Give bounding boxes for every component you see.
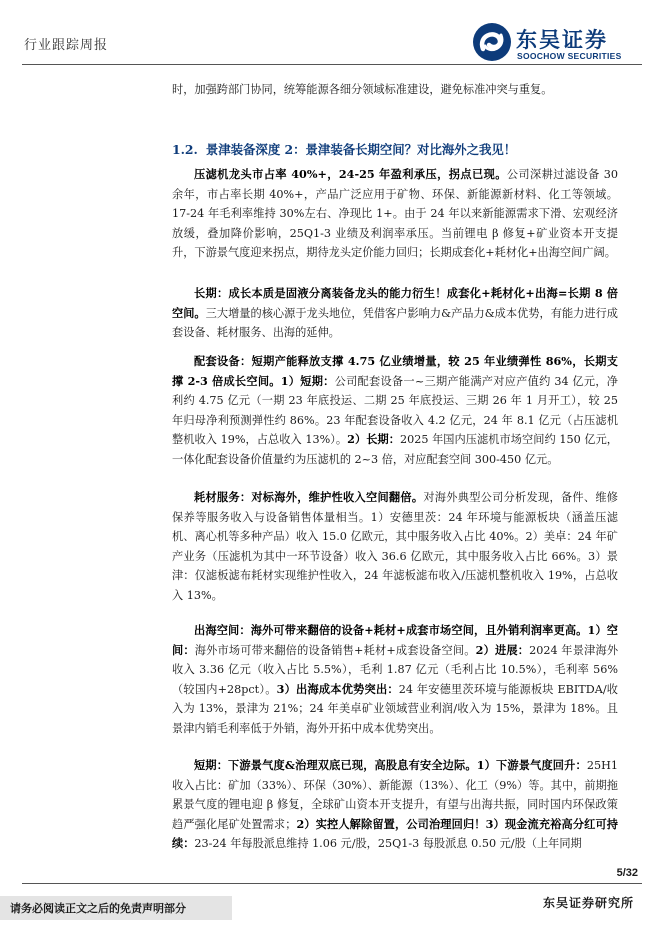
intro-line: 时，加强跨部门协同，统筹能源各细分领域标准建设，避免标准冲突与重复。 — [172, 83, 553, 96]
paragraph-short-term — [172, 756, 618, 854]
paragraph-text: 三大增量的核心源于龙头地位，凭借客户影响力&产品力&成本优势，有能力进行成套设备、耗材服务、出海的延伸。 — [172, 306, 618, 340]
point-text: 25H1 收入占比：矿加（33%）、环保（30%）、新能源（13%）、化工（9%）等。其中，前期拖累景气度的锂电迎 β 修复，全球矿山资本开支提升，有望与出海共振，同时国内环保政策趋严强化尾矿处置需求； — [172, 759, 618, 831]
paragraph-text: 对海外典型公司分析发现，备件、维修保养等服务收入与设备销售体量相当。1）安德里茨：24 年环境与能源板块（涵盖压滤机、离心机等多种产品）收入 15.0 亿欧元，其中服务收入占比 40%。2）美卓：24 年矿产业务（压滤机为其中一环节设备）收入 36.6 亿欧元，其中服务收入占比 66%。3）景津：仅滤板滤布耗材实现维护性收入，24 年滤板滤布收入/压滤机整机收入 19%，占总收入 13%。 — [172, 491, 618, 602]
point-text: 23-24 年每股派息维持 1.06 元/股，25Q1-3 每股派息 0.50 元/股（上年同期 — [194, 837, 582, 851]
brand-logo — [472, 22, 644, 66]
point-label: 3）现金流充裕高分红可持续： — [172, 816, 618, 851]
paragraph-lead: 出海空间：海外可带来翻倍的设备+耗材+成套市场空间，且外销利润率更高。 — [194, 623, 588, 637]
section-number: 1.2. — [172, 142, 198, 157]
point-label: 1）空间： — [172, 623, 618, 657]
paragraph-lead: 配套设备：短期产能释放支撑 4.75 亿业绩增量，较 25 年业绩弹性 86%，长期支撑 2-3 倍成长空间。 — [172, 354, 618, 388]
point-label: 2）实控人解除留置，公司治理回归！ — [296, 816, 486, 831]
brand-mark-icon — [472, 22, 512, 62]
point-text: 公司配套设备一~三期产能满产对应产值约 34 亿元，净利约 4.75 亿元（一期 23 年底投运、二期 25 年底投运、三期 26 年 1 月开工），较 25 年归母净利预测弹性约 86%。23 年配套设备收入 4.2 亿元，24 年 8.1 亿元（占压滤机整机收入 19%，占总收入 13%）。 — [172, 374, 618, 447]
page-number: 5/32 — [616, 867, 638, 879]
brand-name-en: SOOCHOW SECURITIES — [517, 51, 622, 61]
paragraph-lead: 短期：下游景气度&治理双底已现，高股息有安全边际。 — [194, 758, 477, 772]
header-divider — [22, 64, 642, 65]
point-label: 2）进展： — [475, 642, 530, 657]
point-text: 2025 年国内压滤机市场空间约 150 亿元，一体化配套设备价值量约为压滤机的 2~3 倍，对应配套空间 300-450 亿元。 — [172, 433, 618, 466]
section-title: 景津装备深度 2：景津装备长期空间？对比海外之我见！ — [205, 142, 517, 157]
paragraph-supporting-equipment — [172, 352, 618, 470]
paragraph-lead: 长期：成长本质是固液分离装备龙头的能力衍生！成套化+耗材化+出海=长期 8 倍空间。 — [172, 286, 618, 320]
paragraph-long-term — [172, 284, 618, 343]
paragraph-overseas — [172, 621, 618, 739]
point-label: 1）下游景气度回升： — [476, 758, 587, 772]
point-label: 3）出海成本优势突出： — [276, 681, 399, 696]
footer-divider — [22, 883, 642, 884]
disclaimer-bar — [0, 896, 232, 920]
institute-name: 东吴证券研究所 — [542, 896, 634, 910]
report-type-label: 行业跟踪周报 — [24, 38, 109, 53]
paragraph-consumables — [172, 488, 618, 606]
paragraph-lead: 耗材服务：对标海外，维护性收入空间翻倍。 — [194, 490, 424, 504]
brand-name-cn: 东吴证券 — [516, 28, 608, 52]
paragraph-leader — [172, 165, 618, 263]
section-heading — [172, 140, 632, 158]
paragraph-text: 公司深耕过滤设备 30 余年，市占率长期 40%+，产品广泛应用于矿物、环保、新能源新材料、化工等领域。17-24 年毛利率维持 30%左右、净现比 1+。由于 24 年以来新能源需求下滑、宏观经济放缓，叠加降价影响，25Q1-3 业绩及利润率承压。当前锂电 β 修复+矿业资本开支提升，下游景气度迎来拐点，期待龙头定价能力回归；长期成套化+耗材化+出海空间广阔。 — [172, 168, 618, 260]
point-text: 2024 年景津海外收入 3.36 亿元（收入占比 5.5%），毛利 1.87 亿元（毛利占比 10.5%），毛利率 56%（较国内+28pct）。 — [172, 643, 619, 696]
disclaimer-text: 请务必阅读正文之后的免责声明部分 — [10, 902, 186, 915]
paragraph-lead: 压滤机龙头市占率 40%+，24-25 年盈利承压，拐点已现。 — [194, 167, 507, 181]
point-text: 海外市场可带来翻倍的设备销售+耗材+成套设备空间。 — [194, 643, 476, 657]
point-label: 2）长期： — [347, 432, 400, 447]
point-text: 24 年安德里茨环境与能源板块 EBITDA/收入为 13%，景津为 21%；24 年美卓矿业领域营业利润/收入为 15%，景津为 18%。且景津内销毛利率低于外销，海外开拓中成本优势突出。 — [172, 682, 618, 735]
point-label: 1）短期： — [280, 373, 335, 388]
